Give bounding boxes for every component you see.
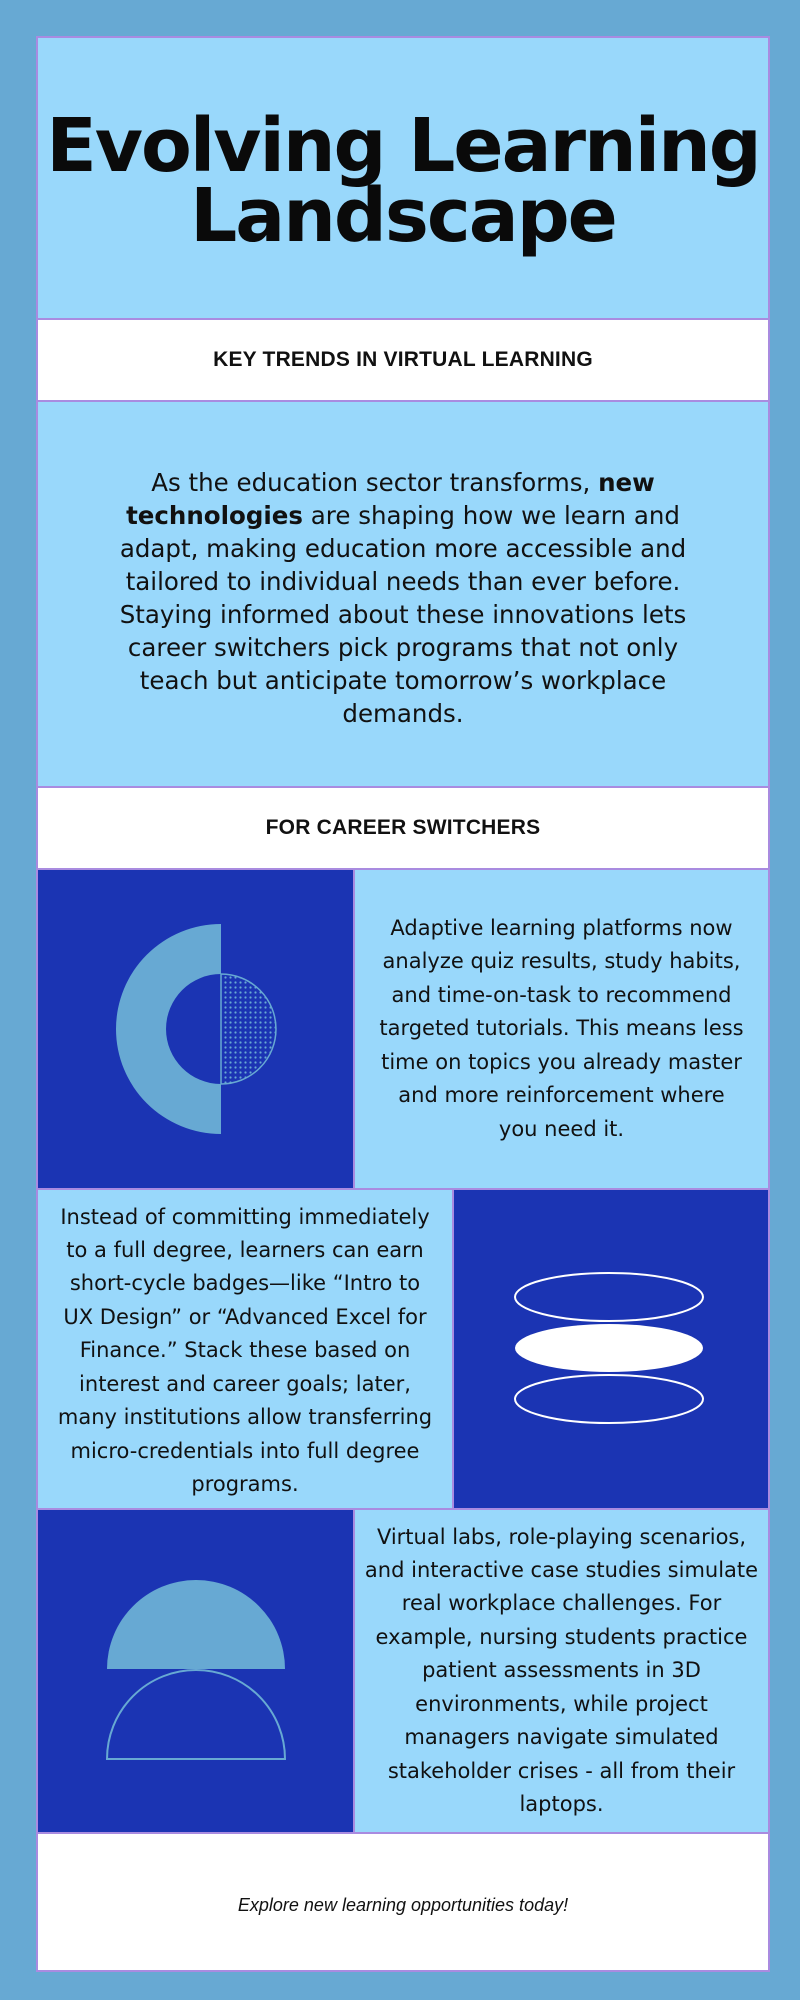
key-trends-band xyxy=(38,320,768,400)
simulations-graphic xyxy=(38,1510,353,1832)
title-line-1: Evolving Learning xyxy=(46,103,760,189)
intro-text-bold: new technologies xyxy=(126,468,655,530)
page-title xyxy=(46,103,760,259)
section-heading-career-switchers: FOR CAREER SWITCHERS xyxy=(265,816,541,839)
micro-credentials-text: Instead of committing immediately to a full degree, learners can earn short-cycle badges—like “Intro to UX Design” or “Advanced Excel for Finance.” Stack these based on interest and career goals; later, many institutions allow transferring micro-credentials into full degree programs. xyxy=(57,1204,433,1496)
title-line-2: Landscape xyxy=(190,173,616,259)
footer-section xyxy=(38,1834,768,1970)
intro-text-start: As the education sector transforms, xyxy=(151,468,599,497)
simulations-panel xyxy=(355,1510,768,1832)
intro-paragraph xyxy=(93,458,713,730)
adaptive-learning-panel xyxy=(355,870,768,1188)
section-heading-key-trends: KEY TRENDS IN VIRTUAL LEARNING xyxy=(213,348,593,371)
stacked-ellipses-icon xyxy=(454,1190,768,1508)
intro-section xyxy=(38,402,768,786)
micro-credentials-graphic xyxy=(454,1190,768,1508)
micro-credentials-panel xyxy=(38,1190,452,1508)
adaptive-learning-graphic xyxy=(38,870,353,1188)
intro-text-end: are shaping how we learn and adapt, making education more accessible and tailored to individual needs than ever before. Staying informed about these innovations lets career switchers pick programs that not only teach but anticipate tomorrow’s workplace demands. xyxy=(119,501,687,728)
infographic-frame xyxy=(36,36,770,1972)
adaptive-learning-text: Adaptive learning platforms now analyze quiz results, study habits, and time-on-task to recommend targeted tutorials. This means less time on topics you already master and more reinforcement where you need it. xyxy=(379,916,744,1141)
career-switchers-band xyxy=(38,788,768,868)
half-ring-dotted-circle-icon xyxy=(38,870,353,1188)
footer-call-to-action: Explore new learning opportunities today! xyxy=(237,1894,569,1915)
stacked-semicircles-icon xyxy=(38,1510,353,1832)
simulations-text: Virtual labs, role-playing scenarios, and interactive case studies simulate real workplace challenges. For example, nursing students practice patient assessments in 3D environments, while project managers navigate simulated stakeholder crises - all from their laptops. xyxy=(364,1524,759,1816)
title-section xyxy=(38,38,768,318)
